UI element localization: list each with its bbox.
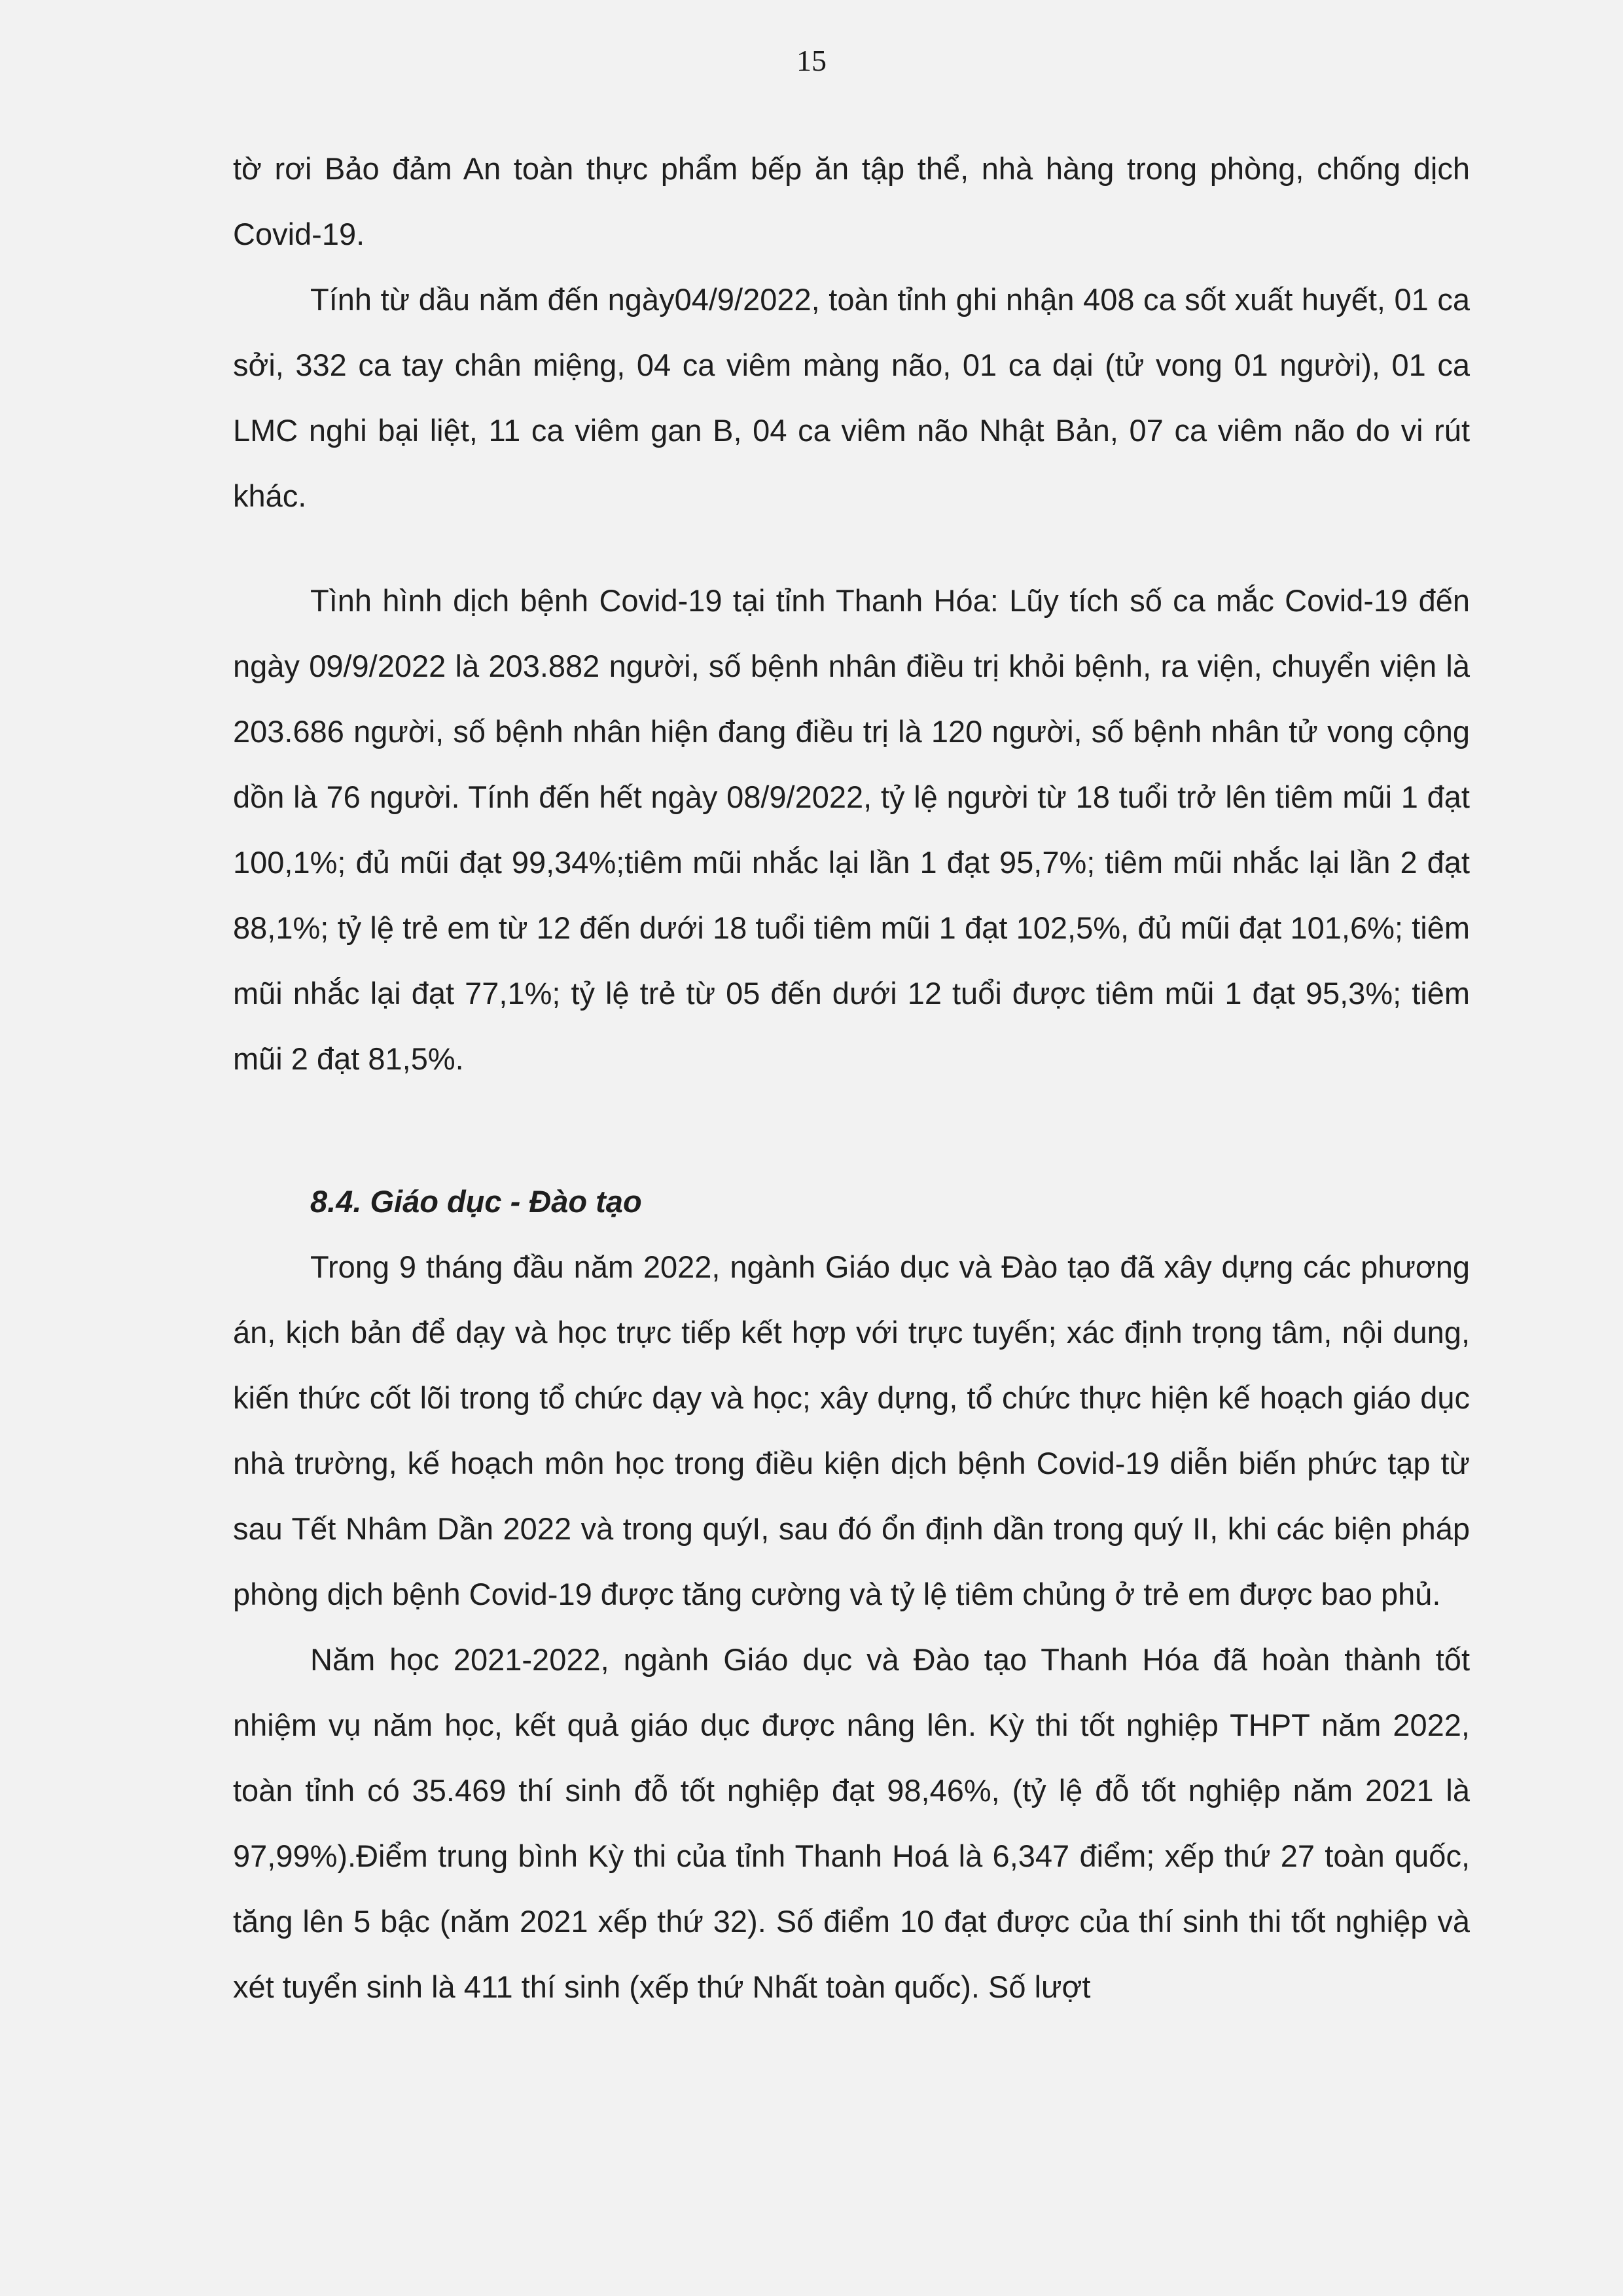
paragraph-education-plan: Trong 9 tháng đầu năm 2022, ngành Giáo dục và Đào tạo đã xây dựng các phương án, kịch bản để dạy và học trực tiếp kết hợp với trực tuyến; xác định trọng tâm, nội dung, kiến thức cốt lõi trong tổ chức dạy và học; xây dựng, tổ chức thực hiện kế hoạch giáo dục nhà trường, kế hoạch môn học trong điều kiện dịch bệnh Covid-19 diễn biến phức tạp từ sau Tết Nhâm Dần 2022 và trong quýI, sau đó ổn định dần trong quý II, khi các biện pháp phòng dịch bệnh Covid-19 được tăng cường và tỷ lệ tiêm chủng ở trẻ em được bao phủ. <box>233 1249 1470 1611</box>
paragraph-disease-stats: Tính từ dầu năm đến ngày04/9/2022, toàn tỉnh ghi nhận 408 ca sốt xuất huyết, 01 ca sởi, 332 ca tay chân miệng, 04 ca viêm màng não, 01 ca dại (tử vong 01 người), 01 ca LMC nghi bại liệt, 11 ca viêm gan B, 04 ca viêm não Nhật Bản, 07 ca viêm não do vi rút khác. <box>233 282 1470 513</box>
section-spacer <box>233 1092 1470 1169</box>
section-heading: 8.4. Giáo dục - Đào tạo <box>310 1184 642 1219</box>
paragraph-continuation: tờ rơi Bảo đảm An toàn thực phẩm bếp ăn tập thể, nhà hàng trong phòng, chống dịch Covid-19. <box>233 151 1470 251</box>
paragraph-covid-situation: Tình hình dịch bệnh Covid-19 tại tỉnh Thanh Hóa: Lũy tích số ca mắc Covid-19 đến ngày 09/9/2022 là 203.882 người, số bệnh nhân điều trị khỏi bệnh, ra viện, chuyển viện là 203.686 người, số bệnh nhân hiện đang điều trị là 120 người, số bệnh nhân tử vong cộng dồn là 76 người. Tính đến hết ngày 08/9/2022, tỷ lệ người từ 18 tuổi trở lên tiêm mũi 1 đạt 100,1%; đủ mũi đạt 99,34%;tiêm mũi nhắc lại lần 1 đạt 95,7%; tiêm mũi nhắc lại lần 2 đạt 88,1%; tỷ lệ trẻ em từ 12 đến dưới 18 tuổi tiêm mũi 1 đạt 102,5%, đủ mũi đạt 101,6%; tiêm mũi nhắc lại đạt 77,1%; tỷ lệ trẻ từ 05 đến dưới 12 tuổi được tiêm mũi 1 đạt 95,3%; tiêm mũi 2 đạt 81,5%. <box>233 583 1470 1076</box>
document-body <box>233 136 1470 2020</box>
page-number: 15 <box>796 44 827 77</box>
paragraph-spacer <box>233 529 1470 568</box>
paragraph-school-year-results: Năm học 2021-2022, ngành Giáo dục và Đào tạo Thanh Hóa đã hoàn thành tốt nhiệm vụ năm học, kết quả giáo dục được nâng lên. Kỳ thi tốt nghiệp THPT năm 2022, toàn tỉnh có 35.469 thí sinh đỗ tốt nghiệp đạt 98,46%, (tỷ lệ đỗ tốt nghiệp năm 2021 là 97,99%).Điểm trung bình Kỳ thi của tỉnh Thanh Hoá là 6,347 điểm; xếp thứ 27 toàn quốc, tăng lên 5 bậc (năm 2021 xếp thứ 32). Số điểm 10 đạt được của thí sinh thi tốt nghiệp và xét tuyển sinh là 411 thí sinh (xếp thứ Nhất toàn quốc). Số lượt <box>233 1642 1470 2004</box>
